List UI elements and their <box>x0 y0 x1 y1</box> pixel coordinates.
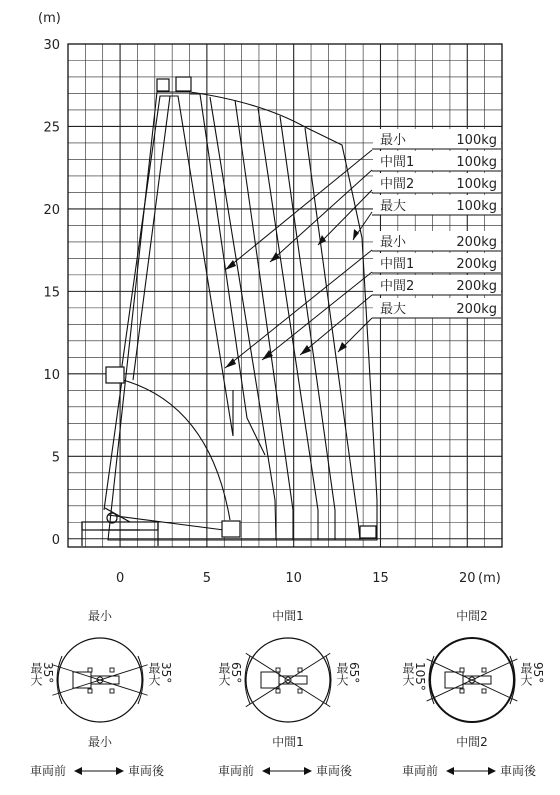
y-tick-label: 10 <box>43 367 60 383</box>
legend-load: 100kg <box>456 155 497 170</box>
arrow-head-left <box>262 767 270 775</box>
outrigger-pad <box>110 668 114 672</box>
platform-top-right <box>176 77 191 91</box>
legend-label: 最小 <box>380 133 407 148</box>
outrigger-pad <box>460 668 464 672</box>
x-axis-unit: (m) <box>478 571 501 586</box>
envelope-line-a <box>168 96 233 436</box>
diagram-top-label: 中間2 <box>456 609 488 623</box>
lower-arc <box>123 380 230 520</box>
outrigger-pad <box>482 668 486 672</box>
outrigger-pad <box>88 668 92 672</box>
y-tick-label: 30 <box>43 38 60 53</box>
legend-label: 中間2 <box>380 279 415 294</box>
y-tick-label: 20 <box>43 202 60 218</box>
diagram-bottom-label: 最小 <box>87 735 113 749</box>
rotation-diagram-3 <box>401 608 545 778</box>
diagram-left-angle: 35° <box>41 662 55 684</box>
diagram-left-label: 最大 <box>217 662 231 686</box>
y-tick-label: 5 <box>51 450 60 466</box>
arrow-head-right <box>116 767 124 775</box>
legend-load: 200kg <box>456 235 497 250</box>
x-tick-label: 0 <box>115 571 125 586</box>
y-tick-label: 0 <box>51 532 60 548</box>
legend-load: 100kg <box>456 177 497 192</box>
platform-mid <box>106 367 124 383</box>
direction-front: 車両前 <box>30 764 67 778</box>
legend-label: 中間1 <box>380 155 415 170</box>
direction-rear: 車両後 <box>500 764 537 778</box>
outrigger-pad <box>276 689 280 693</box>
y-tick-label: 25 <box>43 120 60 136</box>
arrow-head-left <box>446 767 454 775</box>
diagram-right-label: 最大 <box>147 662 161 686</box>
platform-low <box>222 521 240 537</box>
platform-far <box>360 526 376 538</box>
rotation-diagram-1 <box>29 609 173 778</box>
x-tick-label: 5 <box>202 571 212 586</box>
outrigger-pad <box>88 689 92 693</box>
legend-label: 最大 <box>380 199 407 214</box>
outrigger-pad <box>298 689 302 693</box>
direction-rear: 車両後 <box>316 764 353 778</box>
y-tick-label: 15 <box>43 285 60 301</box>
diagram-right-label: 最大 <box>335 662 349 686</box>
envelope-inner-max <box>120 96 170 380</box>
legend-label: 中間1 <box>380 257 415 272</box>
arrow-head-left <box>74 767 82 775</box>
legend-label: 中間2 <box>380 177 415 192</box>
x-tick-label: 20 <box>459 571 476 586</box>
outrigger-pad <box>110 689 114 693</box>
vehicle-cab <box>261 672 279 688</box>
diagram-top-label: 最小 <box>87 609 113 623</box>
legend-load: 200kg <box>456 302 497 317</box>
diagram-bottom-label: 中間2 <box>456 735 488 749</box>
x-tick-label: 15 <box>372 571 389 586</box>
diagram-left-angle: 105° <box>413 662 427 691</box>
legend-load: 200kg <box>456 279 497 294</box>
legend-load: 200kg <box>456 257 497 272</box>
diagram-right-label: 最大 <box>519 662 533 686</box>
outrigger-pad <box>276 668 280 672</box>
diagram-left-label: 最大 <box>401 662 415 686</box>
rotation-diagram-2 <box>217 608 361 778</box>
legend-load: 100kg <box>456 199 497 214</box>
legend <box>372 129 501 318</box>
outrigger-pad <box>482 689 486 693</box>
legend-label: 最大 <box>380 302 407 317</box>
legend-load: 100kg <box>456 133 497 148</box>
diagram-right-angle: 35° <box>159 662 173 684</box>
outrigger-pad <box>460 689 464 693</box>
vehicle-body <box>91 676 119 684</box>
diagram-left-label: 最大 <box>29 662 43 686</box>
diagram-right-angle: 65° <box>347 662 361 684</box>
diagram-bottom-label: 中間1 <box>272 735 304 749</box>
direction-front: 車両前 <box>402 764 439 778</box>
direction-front: 車両前 <box>218 764 255 778</box>
y-axis-unit: (m) <box>38 11 61 26</box>
arrow-head-right <box>304 767 312 775</box>
diagram-right-angle: 95° <box>531 662 545 684</box>
diagram-top-label: 中間1 <box>272 609 304 623</box>
direction-rear: 車両後 <box>128 764 165 778</box>
platform-top-left <box>157 79 169 91</box>
diagram-left-angle: 65° <box>229 662 243 684</box>
x-tick-label: 10 <box>285 571 302 586</box>
legend-label: 最小 <box>380 235 407 250</box>
rotation-diagrams <box>0 600 560 795</box>
arrow-head-right <box>488 767 496 775</box>
